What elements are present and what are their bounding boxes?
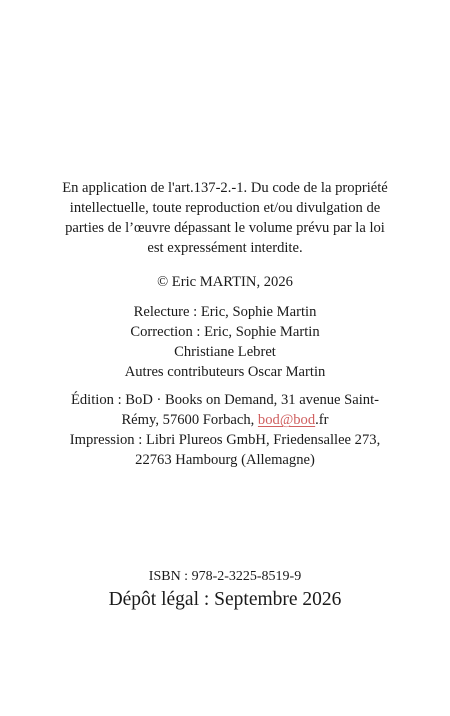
publisher-email-link[interactable]: bod@bod	[257, 412, 316, 428]
printer-line: Impression : Libri Plureos GmbH, Friedensallee 273,	[69, 432, 381, 448]
credits	[0, 302, 450, 382]
isbn-text: ISBN : 978-2-3225-8519-9	[148, 569, 302, 584]
isbn	[0, 567, 450, 587]
legal-notice-line: intellectuelle, toute reproduction et/ou divulgation de	[69, 200, 381, 216]
printer-address-line: 22763 Hambourg (Allemagne)	[135, 452, 315, 468]
edition-address-text: Rémy, 57600 Forbach,	[121, 412, 258, 428]
legal-notice-line: est expressément interdite.	[147, 240, 303, 256]
credits-line-correction-2: Christiane Lebret	[174, 344, 276, 360]
credits-line-correction: Correction : Eric, Sophie Martin	[130, 324, 320, 340]
credits-line-proofreading: Relecture : Eric, Sophie Martin	[133, 304, 317, 320]
copyright-text: © Eric MARTIN, 2026	[157, 274, 293, 290]
copyright-notice	[0, 272, 450, 292]
legal-notice-line: parties de l’œuvre dépassant le volume prévu par la loi	[65, 220, 385, 236]
legal-notice-line: En application de l'art.137-2.-1. Du code de la propriété	[62, 180, 388, 196]
credits-line-contributors: Autres contributeurs Oscar Martin	[124, 364, 326, 380]
legal-deposit-text: Dépôt légal : Septembre 2026	[108, 589, 342, 610]
edition-address-suffix: .fr	[315, 412, 329, 428]
legal-notice	[0, 178, 450, 258]
edition-info	[0, 390, 450, 470]
edition-address-line	[0, 410, 450, 430]
edition-line: Édition : BoD · Books on Demand, 31 avenue Saint-	[70, 392, 380, 408]
legal-deposit	[0, 588, 450, 612]
